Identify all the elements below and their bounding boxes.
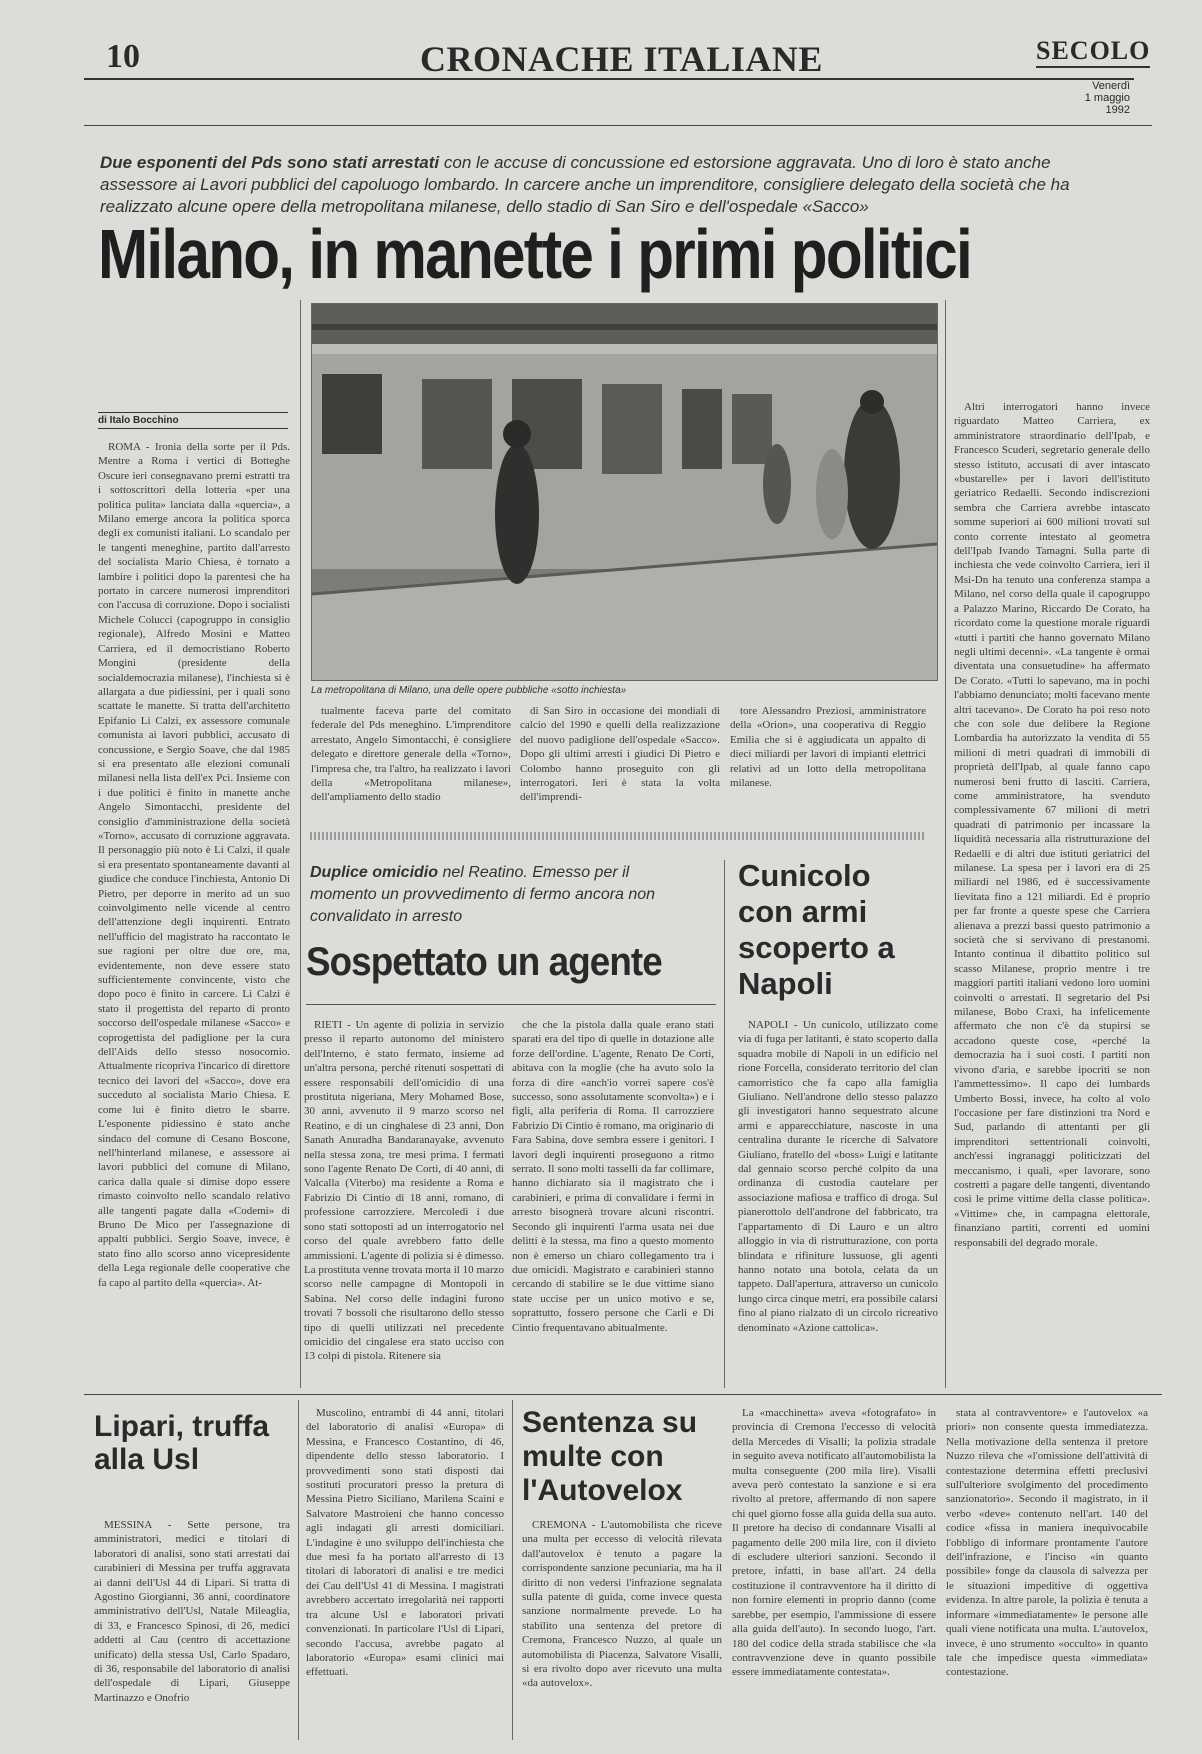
newspaper-masthead: SECOLO [1036,36,1150,68]
story5-headline: Sentenza su multe con l'Autovelox [522,1406,698,1507]
column-divider [298,1400,299,1740]
story2-rule [306,1004,716,1005]
lead-column-4 [730,704,926,819]
story5-column-2 [732,1406,936,1738]
photo-caption: La metropolitana di Milano, una delle opere pubbliche «sotto inchiesta» [311,685,627,696]
story4-column-1-text: MESSINA - Sette persone, tra amministratori, medici e titolari di laboratori di analisi, sono stati arrestati dai carabinieri di Messina per truffa aggravata ai danni dell'Usl 44 di Lipari. Si tratta di Agostino Giorgianni, 36 anni, coordinatore amministrativo dell'Usl, Natale Mileaglia, di 33, e Francesco Spinosi, di 26, medici addetti al Cau (centro di accettazione unificato) della stessa Usl, Carlo Spadaro, di 36, responsabile del laboratorio di analisi dell'ospedale di Lipari, Giuseppe Martinazzo e Onofrio [94,1519,290,1704]
lead-column-3-text: di San Siro in occasione dei mondiali di calcio del 1990 e quelli della realizzazione del nuovo padiglione dell'ospedale «Sacco». Dopo gli ultimi arresti i giudici Di Pietro e Colombo hanno proseguito con gli interrogatori. Ieri è stata la volta dell'imprendi- [520,705,720,804]
story4-headline: Lipari, truffa alla Usl [94,1410,270,1476]
section-title: CRONACHE ITALIANE [420,39,823,79]
story2-headline: Sospettato un agente [306,940,662,984]
story3-column-1-text: NAPOLI - Un cunicolo, utilizzato come via di fuga per latitanti, è stato scoperto dalla squadra mobile di Napoli in un edificio nel rione Forcella, considerato territorio del clan camorristico che fa capo alla famiglia Giuliano. Nell'androne dello stesso palazzo gli investigatori hanno sequestrato alcune armi e apparecchiature, nascoste in una centralina durante le ricerche di Salvatore Giuliano, fratello del «boss» Luigi e latitante dal gennaio scorso perché colpito da una ordinanza di custodia cautelare per associazione mafiosa e traffico di droga. Sul pianerottolo dell'androne del fabbricato, tra l'appartamento di Di Lauro e un altro alloggio in via di ristrutturazione, con porta blindata e rifiniture lussuose, gli agenti hanno notato una botola, celata da un tappeto. Dall'apertura, attraverso un cunicolo lungo circa cinque metri, era possibile calarsi fino al piano rialzato di un circolo ricreativo denominato «Azione cattolica». [738,1019,938,1334]
story2-column-1 [304,1018,504,1388]
lead-kicker-bold: Due esponenti del Pds sono stati arrestati [100,153,440,172]
story2-column-1-text: RIETI - Un agente di polizia in servizio presso il reparto autonomo del ministero dell'Interno, è stato fermato, insieme ad un'altra persona, perché ritenuti sospettati di essere responsabili dell'omicidio di una prostituta nigeriana, Mery Mohamed Bose, 30 anni, avvenuto il 9 marzo scorso nel Reatino, e di un cinghalese di 23 anni, Don Sanath Anuradha Bandaranayake, avvenuto nella stessa zona, tre mesi prima. I fermati sono l'agente Renato De Corti, di 40 anni, di Valcalla (Viterbo) ma residente a Roma e Fabrizio Di Cintio di 18 anni, romano, di professione carrozziere. Mercoledì i due sono stati sottoposti ad un interrogatorio nel corso del quale avrebbero fatto delle ammissioni. L'agente di polizia si è dimesso. La prostituta venne trovata morta il 10 marzo scorso nelle campagne di Montopoli in Sabina. Nel corso delle indagini furono trovati 7 bossoli che risultarono dello stesso tipo di quelli utilizzati nel precedente omicidio del cingalese era stato ucciso con 13 colpi di pistola. Ritenere sia [304,1019,504,1363]
story2-column-2 [512,1018,714,1388]
story3-column-1 [738,1018,938,1388]
lead-byline: di Italo Bocchino [98,412,288,429]
story2-kicker [310,862,700,928]
column-divider [945,300,946,1388]
bottom-section-rule [84,1394,1162,1395]
lead-headline: Milano, in manette i primi politici [98,215,971,293]
lead-column-1 [98,440,290,1390]
column-divider [300,300,301,1388]
story2-column-2-text: che che la pistola dalla quale erano stati sparati era del tipo di quelle in dotazione alle forze dell'ordine. L'agente, Renato De Corti, abitava con la moglie (che ha avuto solo la forza di dire «anch'io vorrei sapere cos'è successo, sono assolutamente sconvolta») e i figli, alla periferia di Roma. Il carrozziere Fabrizio Di Cintio è romano, ma originario di Fara Sabina, dove sembra essere i genitori. I lavori degli inquirenti proseguono a ritmo serrato. Il sono molti tasselli da far collimare, hanno dichiarato sia il magistrato che i carabinieri, e prima di convalidare i fermi in arresto bisognerà trovare alcuni riscontri. Secondo gli inquirenti l'arma usata nei due delitti è la stessa, ma fino a questo momento non è emerso un chiaro collegamento tra i due omicidi. Magistrato e carabinieri stanno cercando di stabilire se le due vittime siano state uccise per un unico motivo e se, soprattutto, fossero persone che Carli e Di Cintio frequentavano abitualmente. [512,1019,714,1334]
story5-column-2-text: La «macchinetta» aveva «fotografato» in provincia di Cremona l'eccesso di velocità della Mercedes di Visalli; la polizia stradale in seguito aveva notificato all'automobilista la multa conseguente (200 mila lire). Visalli aveva però contestato la sanzione e si era rivolto al pretore, affermando di non sapere chi quel giorno fosse alla guida della sua auto. Il pretore ha deciso di condannare Visalli al pagamento delle 200 mila lire, con il divieto di escludere ulteriori sanzioni. Secondo il pretore, infatti, in base all'art. 24 della costituzione il contravventore ha il diritto di non fornire elementi in proprio danno (come sarebbe, per esempio, l'ammissione di essere alla guida dell'auto). In secondo luogo, l'art. 180 del codice della strada stabilisce che «la contravvenzione deve in quanto possibile essere immediatamente contestata». [732,1407,936,1679]
page-number: 10 [106,38,140,75]
story2-kicker-bold: Duplice omicidio [310,864,439,881]
lead-column-4-text: tore Alessandro Preziosi, amministratore della «Orion», una cooperativa di Reggio Emilia che si è aggiudicata un appalto di dieci miliardi per lavori di impianti elettrici relativi ad un lotto della metropolitana milanese. [730,705,926,790]
story2-kicker-text: nel Reatino. Emesso per il momento un provvedimento di fermo ancora non convalidato in arresto [310,864,656,925]
issue-date-value: 1 maggio 1992 [1084,92,1130,116]
header-rule [84,78,1134,80]
story5-column-3 [946,1406,1148,1738]
lead-column-2 [311,704,511,819]
story3-headline: Cunicolo con armi scoperto a Napoli [738,858,895,1001]
story-separator-stripe [310,832,924,840]
column-divider [512,1400,513,1740]
issue-date [1060,80,1130,116]
lead-kicker-text: con le accuse di concussione ed estorsione aggravata. Uno di loro è stato anche assessore ai Lavori pubblici del capoluogo lombardo. In carcere anche un imprenditore, consigliere delegato della società che ha realizzato alcune opere della metropolitana milanese, dello stadio di San Siro e dell'ospedale «Sacco» [100,153,1070,216]
lead-column-5-text: Altri interrogatori hanno invece riguardato Matteo Carriera, ex amministratore straordinario dell'Ipab, e Francesco Scuderi, segretario generale dello stesso istituto, accusati di aver intascato «bustarelle» per i lavori dell'istituto geriatrico Redaelli. Secondo indiscrezioni sembra che Carriera avrebbe intascato somme superiori ai 600 milioni trovati sul conto corrente intestato al geometra dell'Ipab Ivando Tamagni. Sulla parte di inchiesta che vede coinvolto Carriera, ieri il Msi-Dn ha tenuto una conferenza stampa a Milano, nel corso della quale il capogruppo a Palazzo Marino, Riccardo De Corato, ha ricordato come la questione morale riguardi «tutti i partiti che hanno governato Milano negli ultimi decenni». «La tangente è ormai diventata una consuetudine» ha affermato De Corato. «Tutti lo sapevano, ma in pochi l'abbiamo denunciato; molti facevano mente altri tacevano». De Corato ha poi reso noto che con sole due delibere la Regione Lombardia ha autorizzato la vendita di 55 milioni di metri quadrati di immobili di proprietà dell'Ipab, al quale fanno capo numerosi beni frutto di lasciti. Carriera, come amministratore, ha svenduto complessivamente 67 milioni di metri quadrati di patrimonio per incassare la liquidità necessaria alla ristrutturazione del Redaelli e di altri due istituti geriatrici del milanese. La spesa per i lavori era di 25 miliardi nel 1986, ed è successivamente lievitata fino a 121 miliardi. Ed è proprio per far fronte a queste spese che Carriera alienava a prezzi bassi questo patrimonio a società che si servivano di prestanomi. Intanto continua il dibattito politico sul scasso Milanese, proprio mentre i tre maggiori partiti italiani vedono loro uomini coinvolti o arrestati. Il segretario del Psi milanese, Bobo Craxi, ha infelicemente affermato che non c'è da stupirsi se accadono queste cose, «perché la democrazia ha i suoi costi. I partiti non vivono d'aria, e sarebbe ipocriti se non l'ammettessimo». Il capo dei lumbards Umberto Bossi, invece, ha colto al volo l'occasione per fare distinzioni tra Nord e Sud, parlando di attentanti per gli imprenditori settentrionali coinvolti, anch'essi ingranaggi politicizzati del meccanismo, i quali, «per lavorare, sono costretti a pagare delle tangenti, diventando così le prime vittime della classe politica». «Vittime» che, in campagna elettorale, finanziano partiti, correnti ed uomini responsabili del degrado morale. [954,401,1150,1249]
story5-column-3-text: stata al contravventore» e l'autovelox «a priori» non consente questa immediatezza. Nella motivazione della sentenza il pretore Nuzzo rileva che «l'omissione dell'attività di contestazione determina effetti preclusivi sull'ulteriore svolgimento del procedimento sanzionatorio». Secondo il magistrato, in il verbo «deve» contenuto nell'art. 140 del codice «fissa in maniera inequivocabile l'obbligo di informare prontamente l'autore dell'infrazione, e l'inciso «in quanto possibile» fonge da clausola di salvezza per le situazioni impeditive di oggettiva evidenza. In altre parole, la polizia è tenuta a informare «immediatamente» le persone alle quali viene notificata una multa. L'autovelox, invece, è uno strumento «occulto» in quanto tale che impedisce questa «immediata» contestazione. [946,1407,1148,1679]
lead-column-1-text: ROMA - Ironia della sorte per il Pds. Mentre a Roma i vertici di Botteghe Oscure ieri consegnavano premi estratti tra i sottoscrittori della lotteria «per una politica pulita» lanciata dalla «quercia», a Milano emerge ancora la politica sporca degli ex comunisti italiani. Lo scandalo per le tangenti meneghine, partito dall'arresto del socialista Mario Chiesa, è tornato a lambire i politici dopo la parentesi che ha portato in carcere numerosi imprenditori con l'accusa di corruzione. Dopo i socialisti Michele Colucci (capogruppo in consiglio regionale), Alfredo Mosini e Matteo Carriera, ed il democristiano Roberto Mongini (presidente della socialdemocrazia milanese), l'inchiesta si è allargata a due pidiessini, per i quali sono scattate le manette. Si tratta dell'architetto Epifanio Li Calzi, ex assessore comunale comunista ai lavori pubblici, accusato di concussione, e Sergio Soave, che dal 1985 si era presentato alle elezioni comunali milanesi nella lista dell'ex Pci. Insieme con i due politici è finito in manette anche Angelo Simontacchi, presidente del consiglio d'amministrazione della società «Torno», accusato di corruzione aggravata. Il personaggio più noto è Li Calzi, il quale si era presentato spontaneamente davanti al giudice che conduce l'inchiesta, Antonio Di Pietro, per deporre in merito ad un suo coinvolgimento nelle vicende al centro dell'attenzione degli inquirenti. Entrato nell'ufficio del magistrato ha raccontato le sue ragioni per oltre due ore, ma, evidentemente, non deve essere stato sufficientemente convincente, visto che dopo poco è finito in carcere. Li Calzi è stato il progettista del reparto di pronto soccorso dell'ospedale milanese «Sacco» e coprogettista del padiglione per la cura dell'Aids dello stesso nosocomio. Attualmente ricopriva l'incarico di direttore tecnico dei lavori del «Sacco», dove era succeduto al socialista Mario Chiesa. E come lui è finito dietro le sbarre. L'esponente pidiessino è stato anche sindaco del comune di Cesano Boscone, nell'hinterland milanese, e assessore ai lavori pubblici del comune di Milano, carica dalla quale si dimise dopo essere rimasto coinvolto nello scandalo relativo alle tangenti pagate dalla «Codemi» di Bruno De Mico per l'assegnazione di appalti pubblici. Sergio Soave, invece, è stato fino allo scorso anno vicepresidente della Lega regionale delle cooperative che fa capo al partito della «quercia». At- [98,441,290,1289]
metro-train-illustration [312,304,937,680]
column-divider [724,860,725,1388]
lead-top-rule [84,125,1152,126]
story4-column-2-text: Muscolino, entrambi di 44 anni, titolari del laboratorio di analisi «Europa» di Messina, e Francesco Costantino, di 46, dipendente dello stesso laboratorio. I provvedimenti sono stati disposti dai sostituti procuratori presso la pretura di Messina Pietro Siciliano, Marilena Scaini e Salvatore Mastroieni che hanno concesso agli indagati gli arresti domiciliari. L'indagine è uno sviluppo dell'inchiesta che due mesi fa ha portato all'arresto di 13 titolari di laboratori di analisi e tre medici dei Cau dell'Usl 41 di Messina. I magistrati avrebbero accertato irregolarità nei rapporti tra alcune Usl e laboratori privati convenzionati. In particolare l'Usl di Lipari, secondo l'accusa, avrebbe pagato al laboratorio «Europa» esami clinici mai effettuati. [306,1407,504,1679]
story5-column-1 [522,1518,722,1738]
story5-column-1-text: CREMONA - L'automobilista che riceve una multa per eccesso di velocità rilevata dall'autovelox è tenuto a pagare la corrispondente sanzione pecuniaria, ma ha il diritto di non vedersi l'infrazione segnalata sulla patente di guida, come invece questa sanzione normalmente prevede. Lo ha stabilito una sentenza del pretore di Cremona, Francesco Nuzzo, al quale un automobilista di Piacenza, Salvatore Visalli, si era rivolto dopo aver ricevuto una multa «da autovelox». [522,1519,722,1690]
lead-column-3 [520,704,720,819]
lead-column-5 [954,400,1150,1385]
story4-column-1 [94,1518,290,1738]
issue-day: Venerdì [1092,80,1130,92]
lead-column-2-text: tualmente faceva parte del comitato federale del Pds meneghino. L'imprenditore arrestato, Angelo Simontacchi, è consigliere delegato e direttore generale della «Torno», l'impresa che, tra l'altro, ha realizzato i lavori della «Metropolitana milanese», dell'ampliamento dello stadio [311,705,511,804]
story4-column-2 [306,1406,504,1738]
metro-train-photo [311,303,938,681]
lead-kicker [100,152,1100,218]
